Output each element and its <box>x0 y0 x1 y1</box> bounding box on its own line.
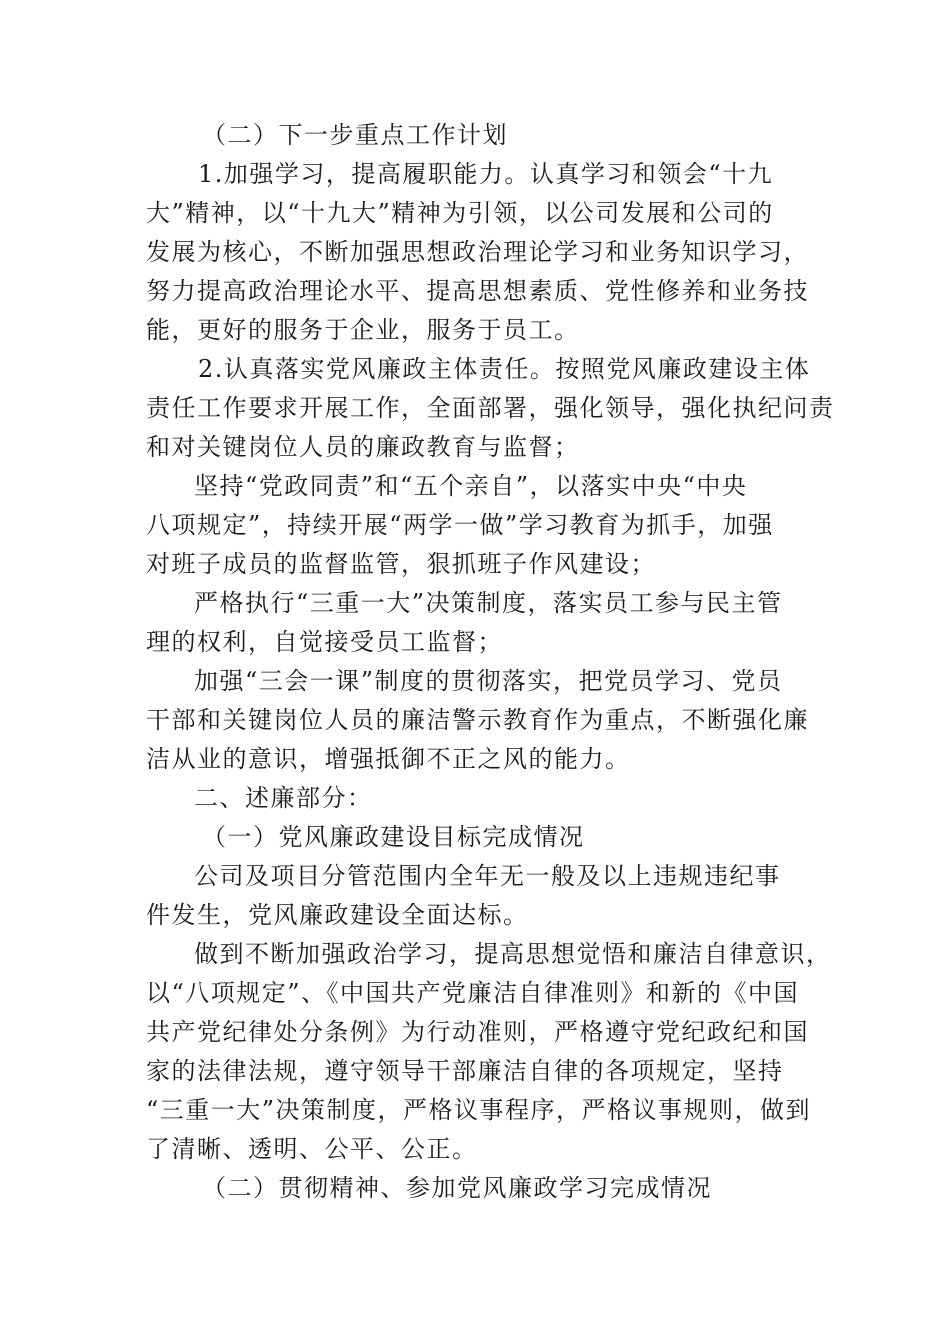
paragraph-line: 洁从业的意识，增强抵御不正之风的能力。 <box>146 745 631 773</box>
paragraph-line: 公司及项目分管范围内全年无一般及以上违规违纪事 <box>194 862 781 890</box>
paragraph-line: 努力提高政治理论水平、提高思想素质、党性修养和业务技 <box>146 277 809 305</box>
paragraph-line: 发展为核心，不断加强思想政治理论学习和业务知识学习， <box>146 238 809 266</box>
paragraph-line: 责任工作要求开展工作，全面部署，强化领导，强化执纪问责 <box>146 394 835 422</box>
paragraph-line: 八项规定”，持续开展“两学一做”学习教育为抓手，加强 <box>146 511 774 539</box>
paragraph-line: 共产党纪律处分条例》为行动准则，严格遵守党纪政纪和国 <box>146 1018 809 1046</box>
paragraph-line: “三重一大”决策制度，严格议事程序，严格议事规则，做到 <box>146 1096 812 1124</box>
paragraph-line: 干部和关键岗位人员的廉洁警示教育作为重点，不断强化廉 <box>146 706 809 734</box>
paragraph-line: 对班子成员的监督监管，狠抓班子作风建设； <box>146 550 656 578</box>
paragraph-line: 1.加强学习，提高履职能力。认真学习和领会“十九 <box>198 160 774 188</box>
paragraph-line: 家的法律法规，遵守领导干部廉洁自律的各项规定，坚持 <box>146 1057 784 1085</box>
paragraph-line: 坚持“党政同责”和“五个亲自”，以落实中央“中央 <box>194 472 748 500</box>
paragraph-line: 严格执行“三重一大”决策制度，落实员工参与民主管 <box>194 589 783 617</box>
document-body <box>146 116 835 1208</box>
subheading-study-completion: （二）贯彻精神、参加党风廉政学习完成情况 <box>202 1174 712 1202</box>
paragraph-line: 以“八项规定”、《中国共产党廉洁自律准则》和新的《中国 <box>146 979 800 1007</box>
paragraph-line: 能，更好的服务于企业，服务于员工。 <box>146 316 580 344</box>
paragraph-line: 了清晰、透明、公平、公正。 <box>146 1135 478 1163</box>
subheading-goal-completion: （一）党风廉政建设目标完成情况 <box>202 823 585 851</box>
paragraph-line: 加强“三会一课”制度的贯彻落实，把党员学习、党员 <box>194 667 783 695</box>
paragraph-line: 2.认真落实党风廉政主体责任。按照党风廉政建设主体 <box>198 355 811 383</box>
paragraph-line: 和对关键岗位人员的廉政教育与监督； <box>146 433 580 461</box>
paragraph-line: 做到不断加强政治学习，提高思想觉悟和廉洁自律意识， <box>194 940 832 968</box>
subheading-next-plan: （二）下一步重点工作计划 <box>202 121 508 149</box>
paragraph-line: 大”精神，以“十九大”精神为引领，以公司发展和公司的 <box>146 199 774 227</box>
paragraph-line: 件发生，党风廉政建设全面达标。 <box>146 901 529 929</box>
paragraph-line: 理的权利，自觉接受员工监督； <box>146 628 503 656</box>
section-heading-integrity: 二、述廉部分： <box>194 784 373 812</box>
